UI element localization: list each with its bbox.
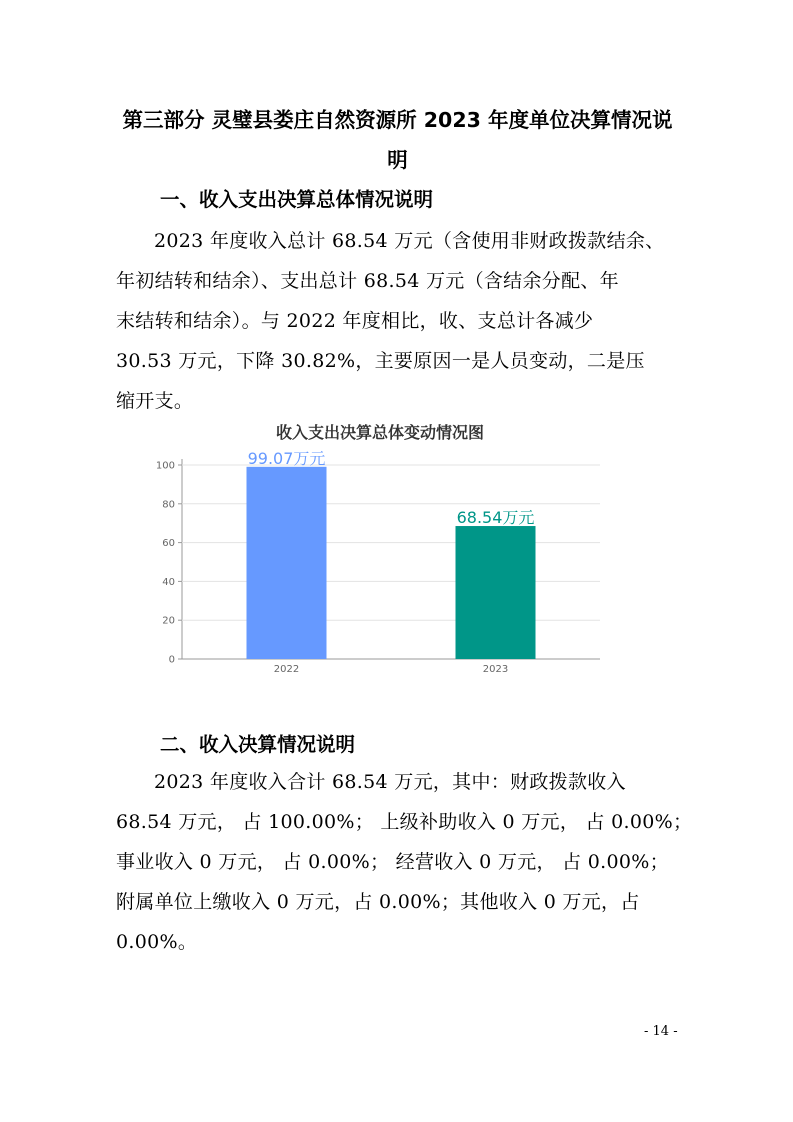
section1-line-3: 末结转和结余）。与 2022 年度相比，收、支总计各减少 <box>116 310 594 332</box>
bar-2022 <box>247 467 327 659</box>
bar-2023 <box>456 526 536 659</box>
title-line-2: 明 <box>387 148 408 172</box>
section2-heading: 二、收入决算情况说明 <box>160 733 356 756</box>
y-tick-label: 100 <box>155 460 175 472</box>
bar-chart <box>140 445 610 675</box>
section1-line-1: 2023 年度收入总计 68.54 万元（含使用非财政拨款结余、 <box>154 230 665 252</box>
x-tick-label: 2022 <box>273 664 300 675</box>
y-tick-label: 80 <box>162 499 175 511</box>
title-line-1: 第三部分 灵璧县娄庄自然资源所 2023 年度单位决算情况说 <box>122 108 673 132</box>
page-title <box>110 100 685 180</box>
section2-line-3: 事业收入 0 万元， 占 0.00%； 经营收入 0 万元， 占 0.00%； <box>116 851 669 873</box>
section1-line-2: 年初结转和结余）、支出总计 68.54 万元（含结余分配、年 <box>116 270 619 292</box>
section1-line-4: 30.53 万元，下降 30.82%，主要原因一是人员变动，二是压 <box>116 350 645 372</box>
section2-line-5: 0.00%。 <box>116 931 198 953</box>
section2-line-2: 68.54 万元， 占 100.00%； 上级补助收入 0 万元， 占 0.00%； <box>116 811 693 833</box>
page-number: - 14 - <box>644 1024 678 1039</box>
section2-paragraph <box>116 762 693 962</box>
data-label-2022: 99.07万元 <box>247 448 326 468</box>
y-tick-label: 40 <box>162 576 175 588</box>
x-tick-label: 2023 <box>482 664 509 675</box>
section1-paragraph <box>116 221 672 421</box>
section1-line-5: 缩开支。 <box>116 390 194 412</box>
y-tick-label: 20 <box>162 615 175 627</box>
data-label-2023: 68.54万元 <box>456 508 535 528</box>
section2-line-1: 2023 年度收入合计 68.54 万元，其中：财政拨款收入 <box>154 771 626 793</box>
section2-line-4: 附属单位上缴收入 0 万元，占 0.00%；其他收入 0 万元，占 <box>116 891 640 913</box>
y-tick-label: 60 <box>162 538 175 550</box>
section1-heading: 一、收入支出决算总体情况说明 <box>160 188 434 211</box>
y-tick-label: 0 <box>168 654 175 666</box>
chart-title: 收入支出决算总体变动情况图 <box>275 423 484 442</box>
